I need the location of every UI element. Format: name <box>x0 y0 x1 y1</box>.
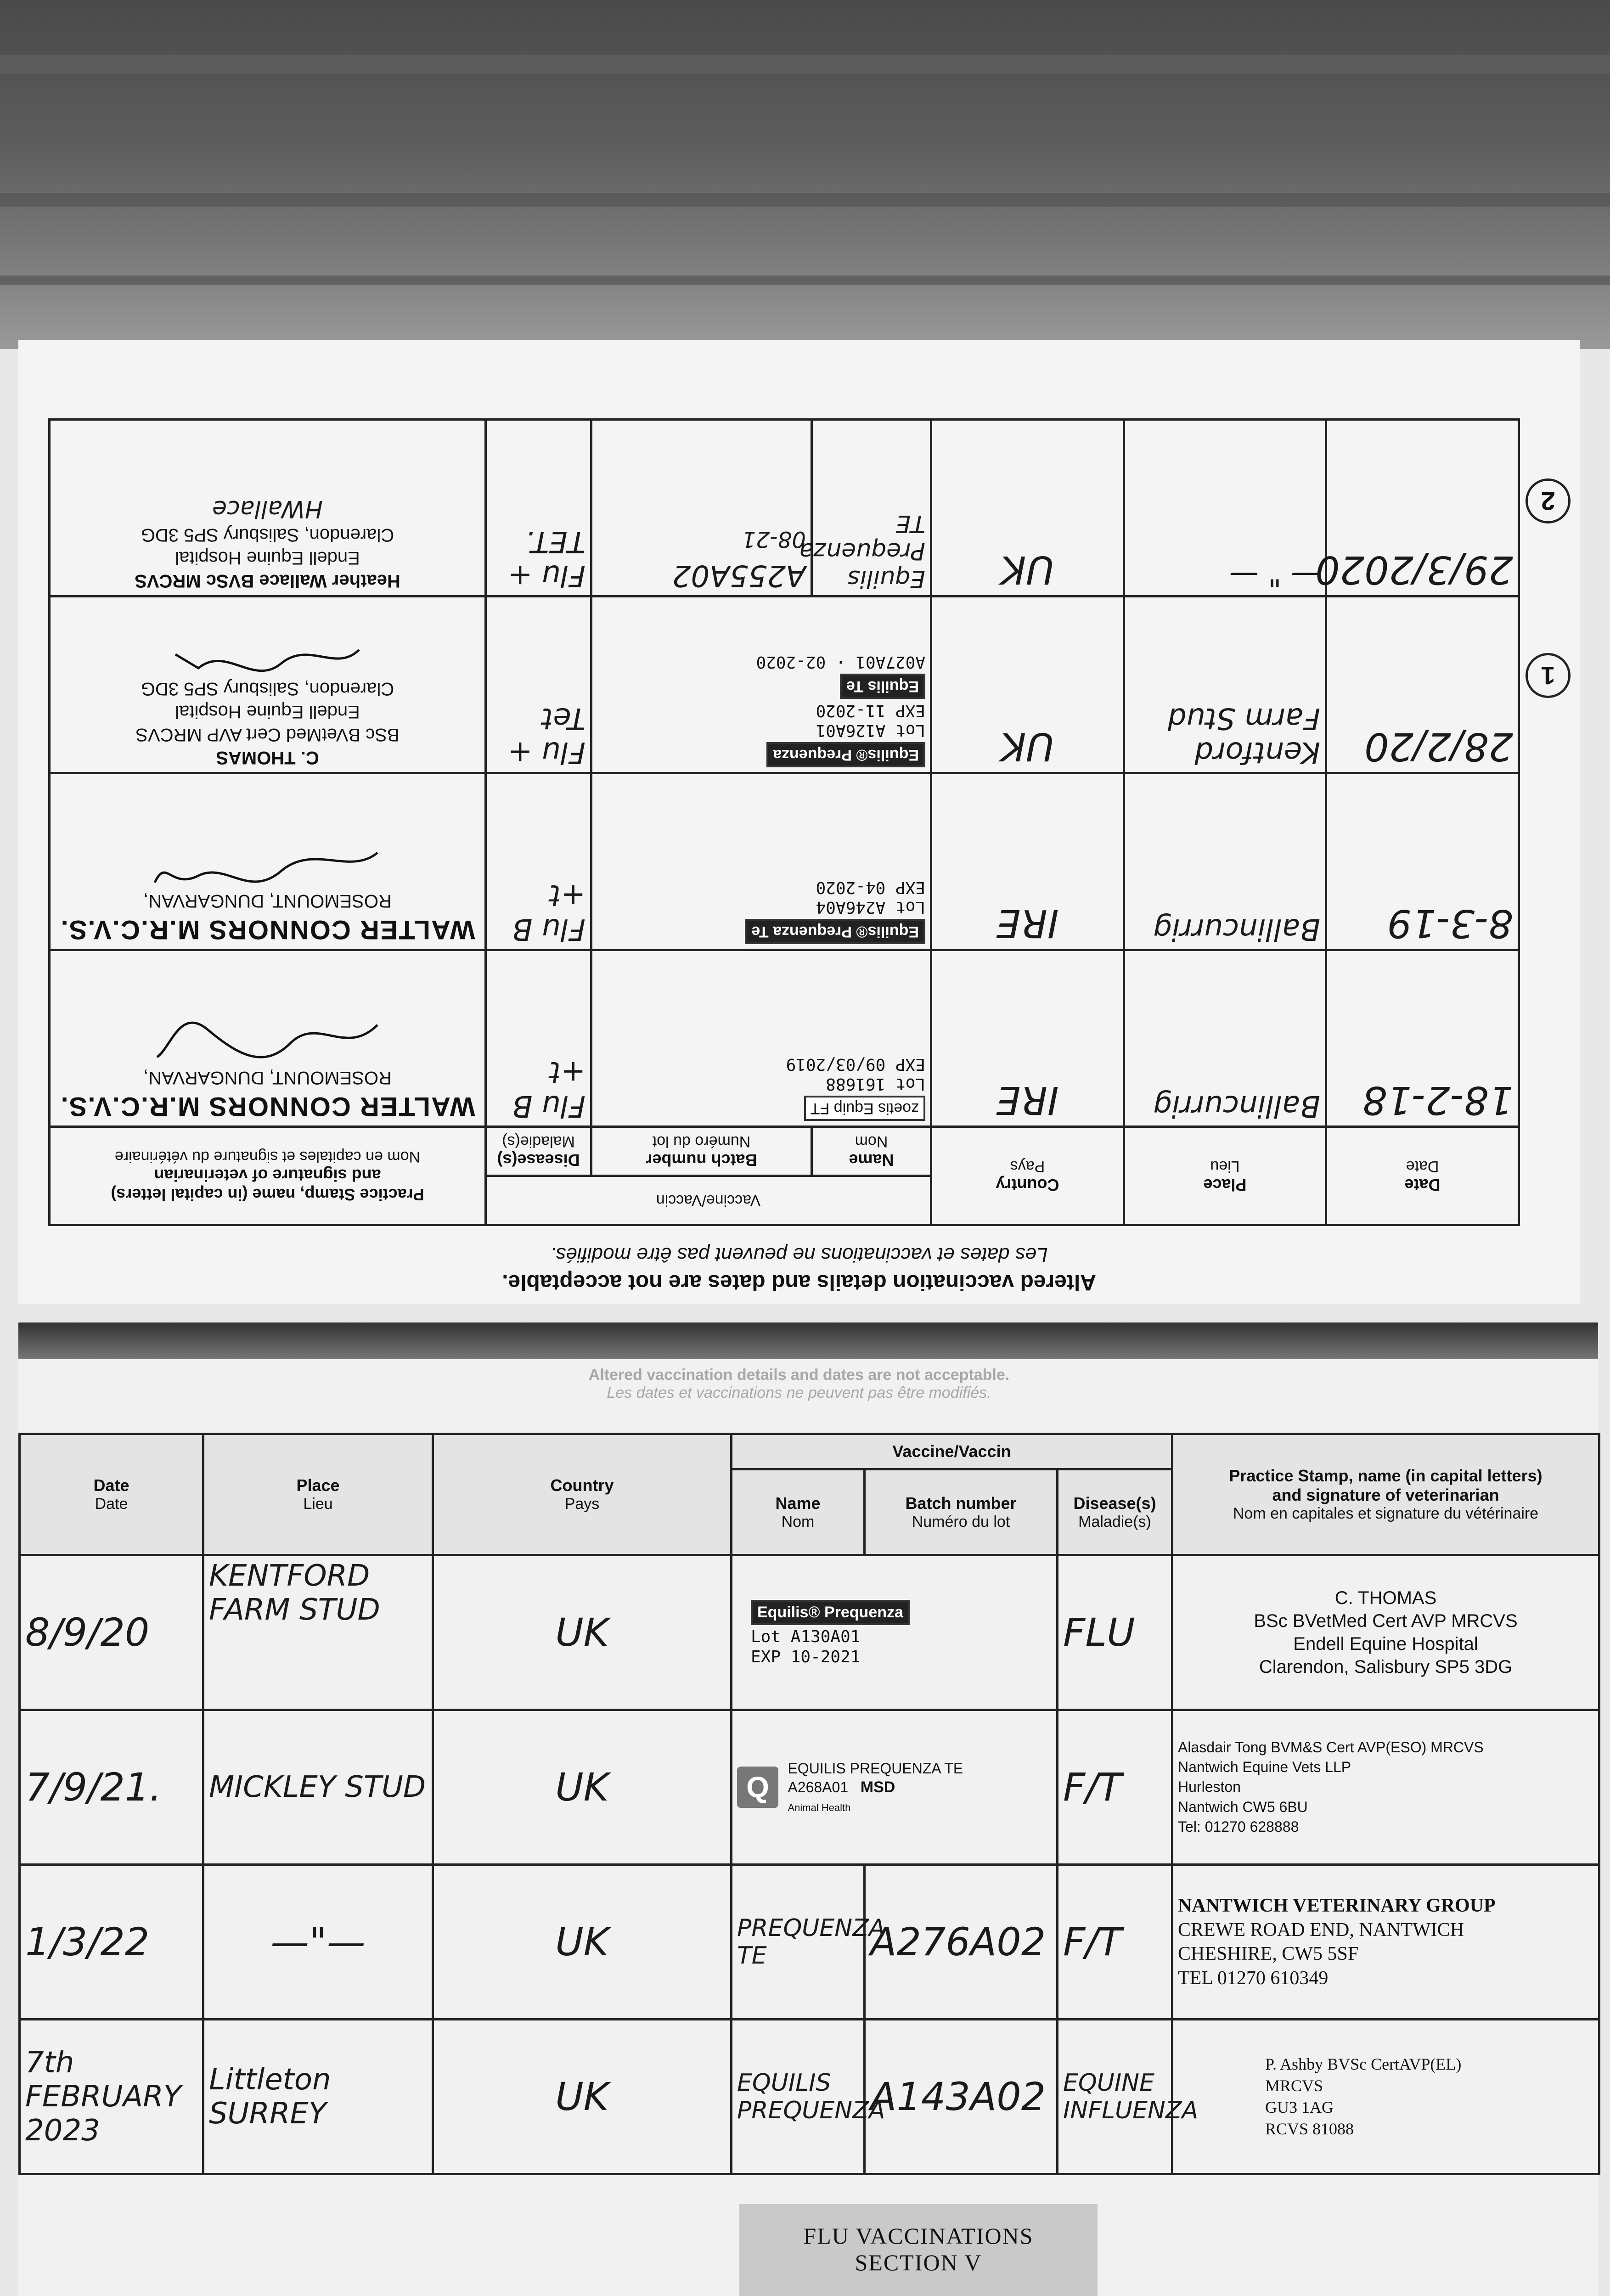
row-country: IRE <box>931 773 1124 950</box>
table-row <box>50 597 1519 773</box>
sticker-brand: EQUILIS PREQUENZA TE <box>788 1760 963 1777</box>
vet-stamp <box>1172 1555 1599 1710</box>
notice-line-1: Altered vaccination details and dates are not acceptable. <box>588 1366 1010 1384</box>
sticker-lot: A126A01 <box>816 721 886 740</box>
signature-icon <box>153 1012 383 1067</box>
table-row <box>20 1710 1599 1865</box>
notice-line-1: Altered vaccination details and dates are not acceptable. <box>502 1270 1096 1294</box>
row-country: UK <box>931 420 1124 597</box>
header-place: Place Lieu <box>203 1434 433 1555</box>
upper-notice <box>18 1226 1580 1304</box>
table-row <box>20 1555 1599 1710</box>
header-country: Country Pays <box>931 1127 1124 1225</box>
table-header-row <box>20 1434 1599 1469</box>
vet-practice: Endell Equine Hospital <box>175 548 360 568</box>
vet-stamp <box>50 597 486 773</box>
row-batch: A276A02 <box>865 1865 1058 2020</box>
sticker-exp: 10-2021 <box>790 1647 861 1666</box>
row-disease: Flu + TET. <box>486 420 591 597</box>
row-date: 1/3/22 <box>20 1865 203 2020</box>
vaccine-sticker: Equilis® Prequenza Te Lot A246A04 EXP 04-2020 <box>591 773 931 950</box>
vet-address: ROSEMOUNT, DUNGARVAN, <box>143 891 392 912</box>
vaccine-sticker: zoetis Equip FT Lot 161688 EXP 09/03/2019 <box>591 950 931 1127</box>
upper-vaccination-table <box>48 418 1520 1226</box>
notice-line-2: Les dates et vaccinations ne peuvent pas être modifiés. <box>550 1244 1048 1266</box>
msd-logo-sub: Animal Health <box>788 1802 851 1814</box>
vet-stamp <box>1172 2020 1599 2174</box>
vet-address: CREWE ROAD END, NANTWICH <box>1178 1919 1464 1941</box>
sticker-lot: A246A04 <box>816 898 886 917</box>
header-name: Name Nom <box>812 1127 931 1176</box>
row-date: 8-3-19 <box>1326 773 1519 950</box>
vet-name: Heather Wallace BVSc MRCVS <box>135 571 400 591</box>
signature-icon <box>171 636 364 677</box>
signature-icon <box>153 835 383 890</box>
row-disease: EQUINE INFLUENZA <box>1058 2020 1172 2174</box>
sticker2-lot: A027A01 <box>856 652 925 671</box>
row-date: 29/3/2020 <box>1326 420 1519 597</box>
vet-stamp <box>50 420 486 597</box>
header-place: Place Lieu <box>1124 1127 1326 1225</box>
row-disease: Flu B +t <box>486 773 591 950</box>
row-place: Kentford Farm Stud <box>1124 597 1326 773</box>
vet-address: ROSEMOUNT, DUNGARVAN, <box>143 1068 392 1088</box>
sticker-exp: 04-2020 <box>816 878 886 897</box>
lower-vaccination-table <box>18 1433 1600 2175</box>
sticker2-exp: 02-2020 <box>756 652 826 671</box>
vet-postcode: GU3 1AG <box>1265 2098 1334 2116</box>
footer-title: FLU VACCINATIONS <box>803 2223 1034 2249</box>
header-date: Date Date <box>1326 1127 1519 1225</box>
vet-name: Alasdair Tong BVM&S Cert AVP(ESO) MRCVS <box>1178 1739 1484 1756</box>
row-place: —"— <box>203 1865 433 2020</box>
row-place: KENTFORD FARM STUD <box>203 1555 433 1710</box>
header-disease: Disease(s) Maladie(s) <box>486 1127 591 1176</box>
sticker-exp: 11-2020 <box>816 701 886 720</box>
header-batch: Batch number Numéro du lot <box>865 1469 1058 1555</box>
vaccine-q-icon: Q <box>737 1767 778 1808</box>
table-header-row <box>50 1176 1519 1225</box>
sticker-brand: Equilis® Prequenza <box>751 1600 910 1625</box>
vet-stamp <box>1172 1865 1599 2020</box>
vet-name: P. Ashby BVSc CertAVP(EL) <box>1265 2055 1462 2074</box>
sticker2-brand: Equilis Te <box>840 674 925 699</box>
row-disease: F/T <box>1058 1710 1172 1865</box>
vaccine-sticker: Equilis® Prequenza Lot A126A01 EXP 11-2020 Equilis Te A027A01 · 02-2020 <box>591 597 931 773</box>
sticker-brand: Equilis® Prequenza Te <box>745 919 925 944</box>
row-batch: A143A02 <box>865 2020 1058 2174</box>
sticker-brand: zoetis Equip FT <box>804 1096 925 1121</box>
row-date: 7th FEBRUARY 2023 <box>20 2020 203 2174</box>
sticker-lot: 161688 <box>826 1075 886 1093</box>
row-date: 18-2-18 <box>1326 950 1519 1127</box>
header-disease: Disease(s) Maladie(s) <box>1058 1469 1172 1555</box>
sticker-lot: A130A01 <box>790 1627 861 1647</box>
vet-stamp <box>50 773 486 950</box>
vet-address: Nantwich CW5 6BU <box>1178 1798 1308 1815</box>
header-stamp: Practice Stamp, name (in capital letters) and signature of veterinarian Nom en capitales et signature du vétérinaire <box>1172 1434 1599 1555</box>
section-footer <box>739 2204 1098 2296</box>
row-country: UK <box>433 1865 732 2020</box>
vet-phone: Tel: 01270 628888 <box>1178 1818 1299 1835</box>
vet-qualifications: BSc BVetMed Cert AVP MRCVS <box>135 725 400 745</box>
row-date: 8/9/20 <box>20 1555 203 1710</box>
vet-qualifications: MRCVS <box>1265 2077 1323 2095</box>
notice-line-2: Les dates et vaccinations ne peuvent pas être modifiés. <box>607 1384 991 1401</box>
header-stamp: Practice Stamp, name (in capital letters) and signature of veterinarian Nom en capitales et signature du vétérinaire <box>50 1127 486 1225</box>
row-place: — " — <box>1124 420 1326 597</box>
row-country: UK <box>433 2020 732 2174</box>
footer-section: SECTION V <box>855 2250 982 2275</box>
vet-name: NANTWICH VETERINARY GROUP <box>1178 1895 1496 1916</box>
vet-phone: TEL 01270 610349 <box>1178 1967 1329 1989</box>
row-vaccine-name: Equilis Prequenza TE <box>812 420 931 597</box>
table-row <box>50 420 1519 597</box>
row-date: 28/2/20 <box>1326 597 1519 773</box>
lower-page <box>18 1322 1598 2296</box>
vet-address: Clarendon, Salisbury SP5 3DG <box>141 679 394 699</box>
vet-name: C. THOMAS <box>216 748 319 768</box>
scan-shadow-band <box>0 0 1610 349</box>
row-country: UK <box>433 1555 732 1710</box>
table-row <box>20 1865 1599 2020</box>
header-country: Country Pays <box>433 1434 732 1555</box>
vet-name: WALTER CONNORS M.R.C.V.S. <box>60 1092 475 1121</box>
lower-notice <box>432 1366 1166 1402</box>
vet-practice: Endell Equine Hospital <box>175 702 360 722</box>
row-date: 7/9/21. <box>20 1710 203 1865</box>
table-row <box>50 950 1519 1127</box>
row-country: UK <box>433 1710 732 1865</box>
table-row <box>50 773 1519 950</box>
header-batch: Batch number Numéro du lot <box>591 1127 812 1176</box>
table-row <box>20 2020 1599 2174</box>
row-country: IRE <box>931 950 1124 1127</box>
row-place: MICKLEY STUD <box>203 1710 433 1865</box>
upper-page <box>18 340 1580 1304</box>
vet-qualifications: BSc BVetMed Cert AVP MRCVS <box>1254 1611 1518 1631</box>
vaccine-sticker: Equilis® Prequenza Lot A130A01 EXP 10-2021 <box>732 1555 1058 1710</box>
sticker-exp: 09/03/2019 <box>786 1054 886 1074</box>
row-disease: Flu + Tet <box>486 597 591 773</box>
row-place: Ballincurrig <box>1124 773 1326 950</box>
vet-address-line: Hurleston <box>1178 1778 1241 1795</box>
vet-signature: HWallace <box>212 495 323 523</box>
row-place: Littleton SURREY <box>203 2020 433 2174</box>
msd-logo-icon: MSD <box>860 1778 895 1796</box>
vet-name: C. THOMAS <box>1334 1588 1437 1608</box>
header-name: Name Nom <box>732 1469 865 1555</box>
vet-stamp <box>50 950 486 1127</box>
header-date: Date Date <box>20 1434 203 1555</box>
vet-name: WALTER CONNORS M.R.C.V.S. <box>60 915 475 945</box>
sticker-lot: A268A01 <box>788 1778 849 1795</box>
binding-shadow <box>18 1322 1598 1359</box>
vet-rcvs-number: RCVS 81088 <box>1265 2119 1354 2138</box>
vet-practice: Endell Equine Hospital <box>1293 1634 1478 1654</box>
row-vaccine-name: EQUILIS PREQUENZA <box>732 2020 865 2174</box>
marker-2: 2 <box>1526 478 1571 523</box>
vet-county: CHESHIRE, CW5 5SF <box>1178 1943 1359 1964</box>
row-country: UK <box>931 597 1124 773</box>
vet-stamp <box>1172 1710 1599 1865</box>
vet-practice: Nantwich Equine Vets LLP <box>1178 1759 1351 1776</box>
row-disease: F/T <box>1058 1865 1172 2020</box>
vaccine-sticker <box>732 1710 1058 1865</box>
vet-address: Clarendon, Salisbury SP5 3DG <box>141 525 394 545</box>
row-batch: A255A02 08-21 <box>591 420 812 597</box>
marker-1: 1 <box>1526 653 1571 698</box>
header-vaccine: Vaccine/Vaccin <box>486 1176 931 1225</box>
vet-address: Clarendon, Salisbury SP5 3DG <box>1259 1657 1513 1677</box>
row-disease: Flu B +t <box>486 950 591 1127</box>
row-place: Ballincurrig <box>1124 950 1326 1127</box>
header-vaccine: Vaccine/Vaccin <box>732 1434 1172 1469</box>
upper-page-rotated <box>18 340 1580 1304</box>
row-disease: FLU <box>1058 1555 1172 1710</box>
row-vaccine-name: PREQUENZA TE <box>732 1865 865 2020</box>
sticker-brand: Equilis® Prequenza <box>766 742 925 767</box>
